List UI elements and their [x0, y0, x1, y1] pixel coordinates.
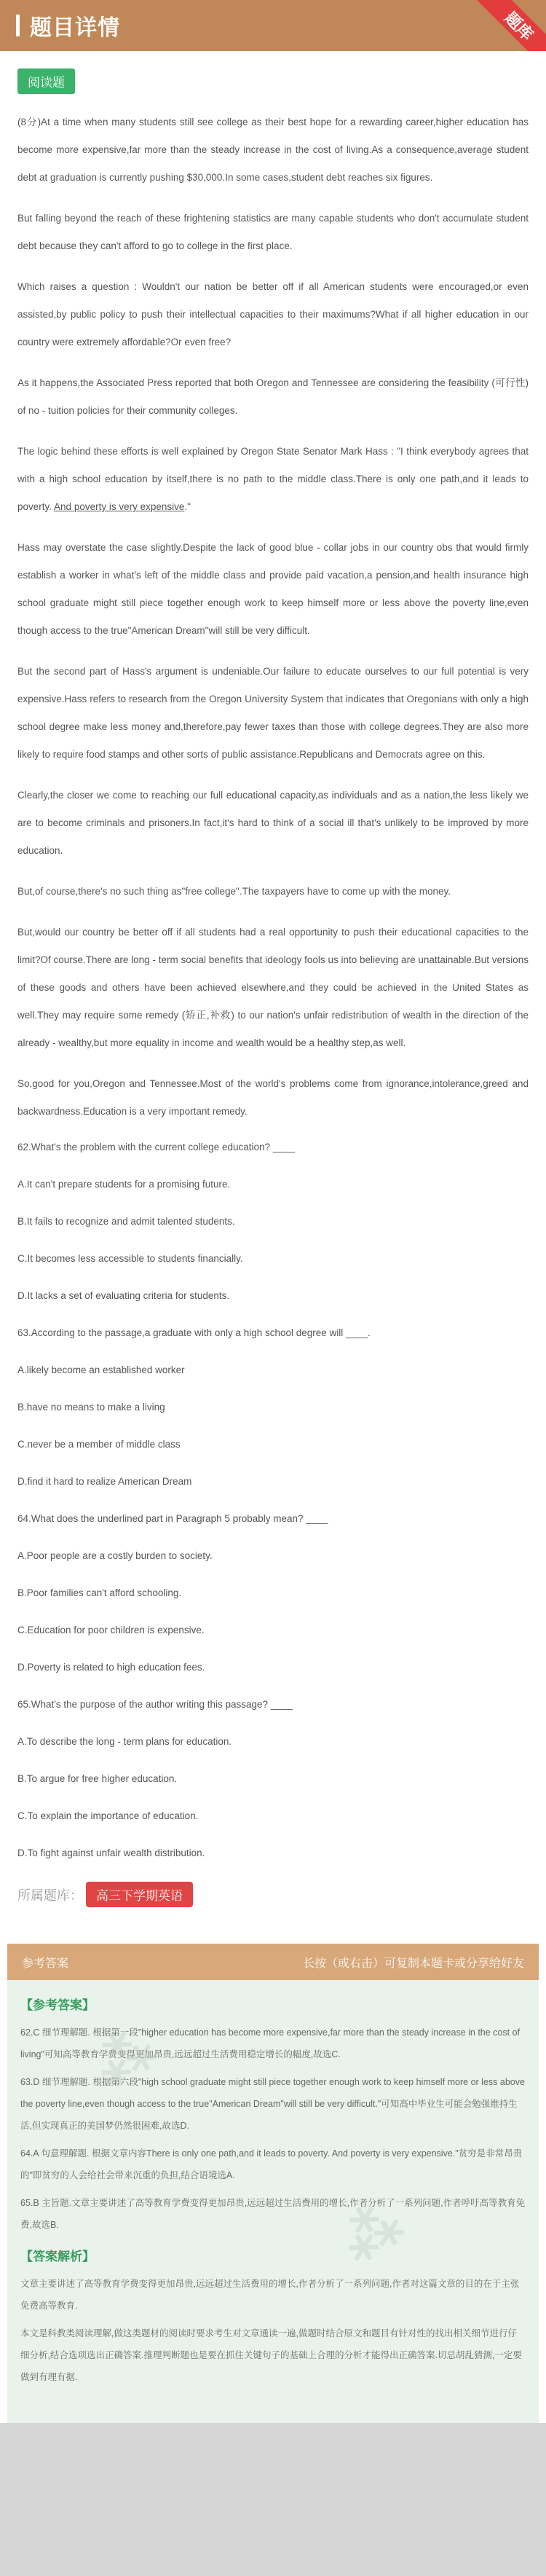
corner-ribbon: 题库	[475, 0, 546, 51]
category-label: 所属题库：	[17, 1888, 83, 1903]
passage-paragraph-5	[17, 438, 529, 521]
passage-paragraph: (8分)At a time when many students still see college as their best hope for a rewarding career,higher education has become more expensive,far more than the steady increase in the cost of living.As a consequence,average student debt at graduation is currently pushing $30,000.In some cases,student debt reaches six figures.	[17, 117, 529, 183]
page-footer	[0, 2423, 546, 2576]
answer-option[interactable]: C.Education for poor children is expensive.	[17, 1625, 205, 1635]
analysis-title: 【答案解析】	[20, 2250, 95, 2263]
answer-option[interactable]: B.It fails to recognize and admit talented students.	[17, 1216, 235, 1227]
passage-paragraph: But the second part of Hass's argument is undeniable.Our failure to educate ourselves to our full potential is very expensive.Hass refers to research from the Oregon University System that indicates that Oregonians with only a high school degree make less money and,therefore,pay fewer taxes than those with college degrees.They are also more likely to require food stamps and other sorts of public assistance.Republicans and Democrats agree on this.	[17, 666, 529, 760]
passage-paragraph: But,would our country be better off if all students had a real opportunity to push their educational capacities to the limit?Of course.There are long - term social benefits that ideology fools us into believing are unattainable.But versions of these goods and others have been achieved elsewhere,and they could be achieved in the United States as well.They may require some remedy (矫正,补救) to our nation's unfair redistribution of wealth in the direction of the already - wealthy,but more equality in income and wealth would be a healthy step,as well.	[17, 927, 529, 1048]
question-62	[17, 1139, 529, 1305]
answer-line: 65.B 主旨题.文章主要讲述了高等教育学费变得更加昂贵,远远超过生活费用的增长,作者分析了一系列问题,作者呼吁高等教育免费,故选B.	[20, 2198, 526, 2230]
answer-option[interactable]: D.Poverty is related to high education fees.	[17, 1662, 205, 1673]
passage-paragraph: Which raises a question : Wouldn't our nation be better off if all American students were encouraged,or even assisted,by public policy to push their intellectual capacities to their maximums?What if all higher education in our country were extremely affordable?Or even free?	[17, 281, 529, 347]
passage-paragraph: So,good for you,Oregon and Tennessee.Most of the world's problems come from ignorance,intolerance,greed and backwardness.Education is a very important remedy.	[17, 1078, 529, 1117]
answer-option[interactable]: B.To argue for free higher education.	[17, 1773, 178, 1784]
passage-paragraph: But falling beyond the reach of these frightening statistics are many capable students who don't accumulate student debt because they can't afford to go to college in the first place.	[17, 213, 529, 251]
answer-option[interactable]: D.find it hard to realize American Dream	[17, 1476, 192, 1487]
passage-paragraph: Clearly,the closer we come to reaching our full educational capacity,as individuals and as a nation,the less likely we are to become criminals and prisoners.In fact,it's hard to think of a social ill that's unlikely to be improved by more education.	[17, 790, 529, 856]
answer-line: 63.D 细节理解题. 根据第六段"high school graduate might still piece together enough work to keep himself more or less above the poverty line,even though access to the true"American Dream"will still be very difficult."可知高中毕业生可能会勉强维持生活,但实现真正的美国梦仍然很困难,故选D.	[20, 2077, 525, 2131]
question-65	[17, 1696, 529, 1862]
answer-line: 62.C 细节理解题. 根据第一段"higher education has become more expensive,far more than the steady increase in the cost of living"可知高等教育学费变得更加昂贵,远远超过生活费用稳定增长的幅度,故选C.	[20, 2027, 521, 2059]
passage-p5-end: ."	[184, 501, 191, 512]
question-stem: 64.What does the underlined part in Paragraph 5 probably mean? ____	[17, 1513, 328, 1524]
reference-body	[7, 1980, 539, 2423]
answer-option[interactable]: D.It lacks a set of evaluating criteria for students.	[17, 1290, 230, 1301]
answer-option[interactable]: C.never be a member of middle class	[17, 1439, 181, 1450]
answer-option[interactable]: D.To fight against unfair wealth distribution.	[17, 1847, 205, 1858]
reference-header	[7, 1944, 539, 1980]
answer-option[interactable]: A.To describe the long - term plans for education.	[17, 1736, 232, 1747]
title-bar	[0, 0, 546, 51]
watermark-decoration: ⁂	[330, 2189, 414, 2276]
answer-option[interactable]: A.It can't prepare students for a promising future.	[17, 1179, 231, 1190]
category-row	[17, 1882, 529, 1907]
answer-option[interactable]: A.Poor people are a costly burden to society.	[17, 1550, 213, 1561]
analysis-line: 本文是科教类阅读理解,做这类题材的阅读时要求考生对文章通读一遍,做题时结合原文和题目有针对性的找出相关细节进行仔细分析,结合选项选出正确答案.推理判断题也是要在抓住关键句子的基础上合理的分析才能得出正确答案.切忌胡乱猜测,一定要做到有理有据.	[20, 2328, 522, 2382]
answer-option[interactable]: C.It becomes less accessible to students financially.	[17, 1253, 243, 1264]
analysis-line: 文章主要讲述了高等教育学费变得更加昂贵,远远超过生活费用的增长,作者分析了一系列问题,作者对这篇文章的目的在于主张免费高等教育.	[20, 2279, 520, 2311]
passage-paragraph: But,of course,there's no such thing as"free college".The taxpayers have to come up with the money.	[17, 886, 451, 897]
question-64	[17, 1510, 529, 1676]
question-content	[0, 51, 546, 1907]
page-title: 题目详情	[30, 16, 120, 40]
category-tag[interactable]: 高三下学期英语	[86, 1882, 193, 1907]
answer-option[interactable]: C.To explain the importance of education.	[17, 1810, 199, 1821]
passage-paragraph: Hass may overstate the case slightly.Despite the lack of good blue - collar jobs in our country obs that would firmly establish a worker in what's left of the middle class and provide paid vacation,a pension,and health insurance high school graduate might still piece together enough work to keep himself more or less above the poverty line,even though access to the true"American Dream"will still be very difficult.	[17, 542, 529, 636]
answer-title: 【参考答案】	[20, 1998, 95, 2012]
underlined-phrase: And poverty is very expensive	[54, 501, 185, 512]
answer-line: 64.A 句意理解题. 根据文章内容There is only one path,and it leads to poverty. And poverty is very expensive."贫穷是非常昂贵的"即贫穷的人会给社会带来沉重的负担,结合语境选A.	[20, 2148, 523, 2180]
answer-option[interactable]: B.Poor families can't afford schooling.	[17, 1587, 182, 1598]
question-stem: 63.According to the passage,a graduate with only a high school degree will ____.	[17, 1327, 371, 1338]
watermark-decoration: ⁂	[82, 2014, 167, 2101]
reference-share-hint: 长按（或右击）可复制本题卡或分享给好友	[302, 1957, 524, 1970]
question-stem: 65.What's the purpose of the author writing this passage? ____	[17, 1699, 293, 1710]
question-63	[17, 1324, 529, 1491]
question-stem: 62.What's the problem with the current college education? ____	[17, 1142, 295, 1152]
answer-option[interactable]: B.have no means to make a living	[17, 1402, 165, 1413]
title-bar-mark	[16, 15, 20, 36]
passage-p5-text: The logic behind these efforts is well explained by Oregon State Senator Mark Hass : "I think everybody agrees that with a high school education by itself,there is no path to the middle class.There is only one path,and it leads to poverty.	[17, 446, 529, 512]
answer-option[interactable]: A.likely become an established worker	[17, 1364, 185, 1375]
reference-header-title: 参考答案	[22, 1957, 69, 1970]
question-type-tag: 阅读题	[17, 68, 75, 94]
passage-paragraph: As it happens,the Associated Press reported that both Oregon and Tennessee are considering the feasibility (可行性) of no - tuition policies for their community colleges.	[17, 377, 529, 416]
